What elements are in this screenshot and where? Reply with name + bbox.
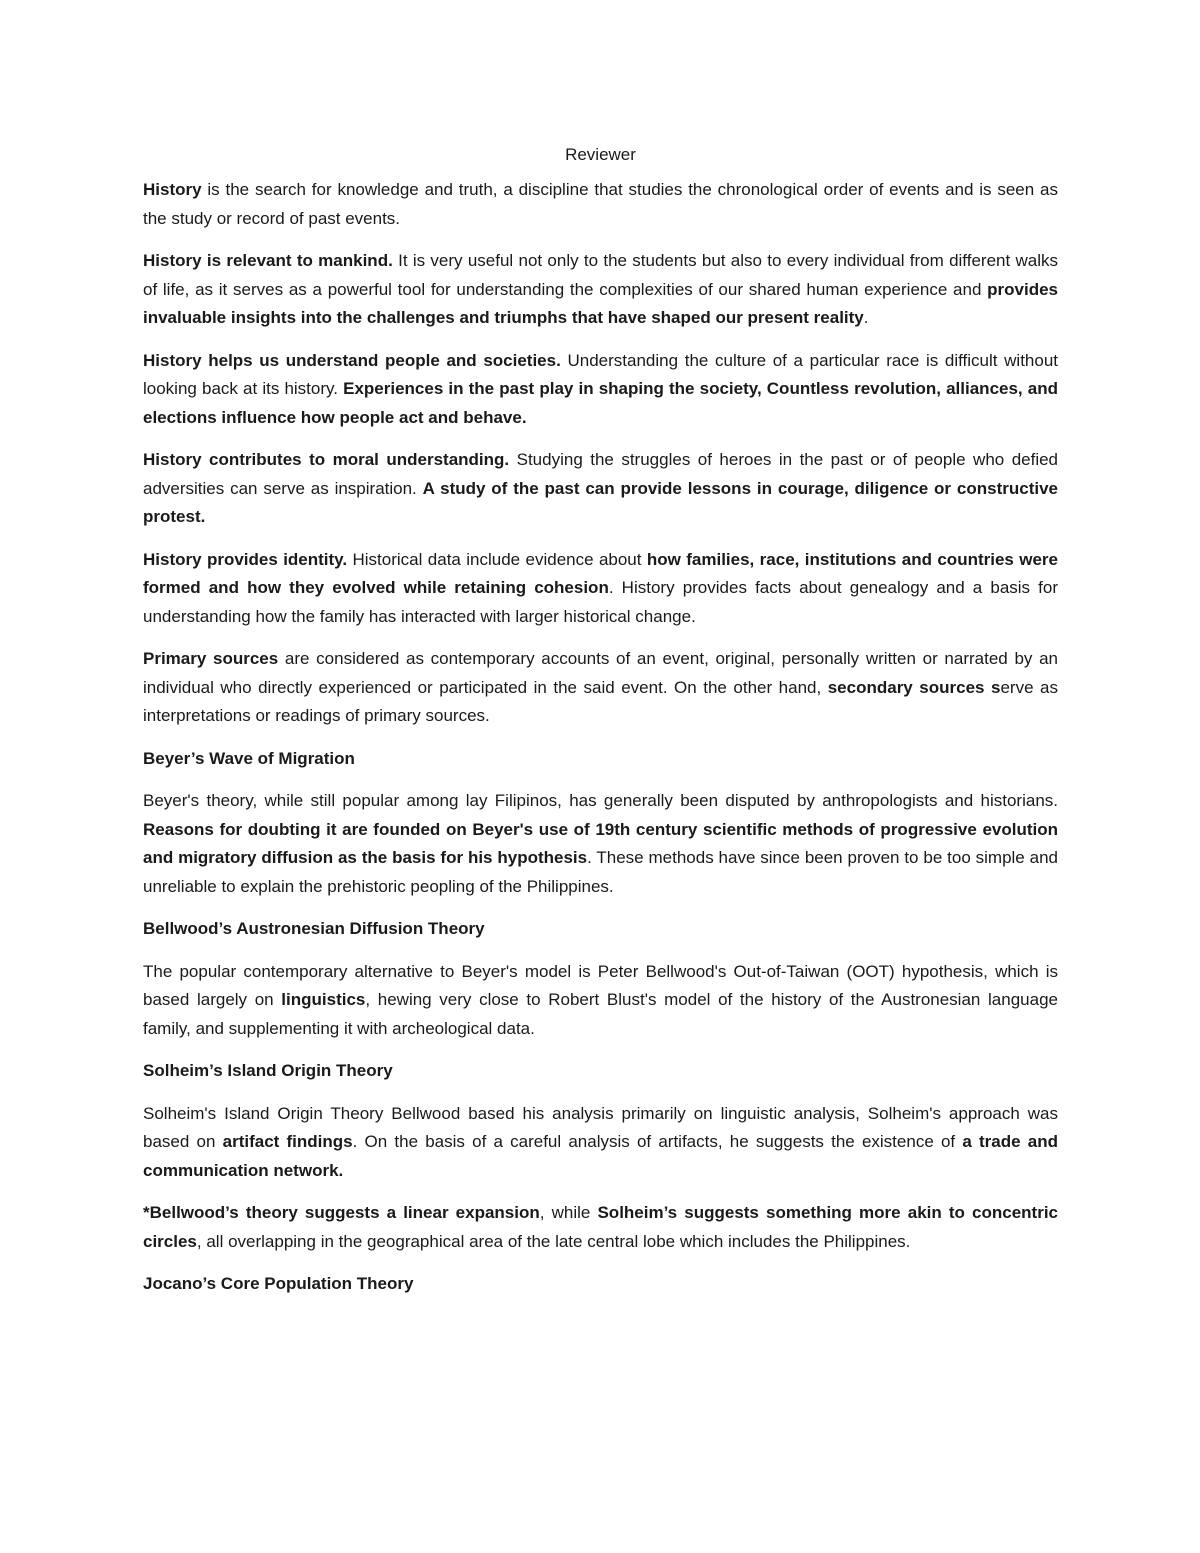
- paragraph-moral-understanding: [143, 446, 1058, 532]
- body-text: , all overlapping in the geographical area of the late central lobe which includes the Philippines.: [196, 1231, 911, 1251]
- paragraph-sources: [143, 645, 1058, 731]
- body-text: is the search for knowledge and truth, a discipline that studies the chronological order of events and is seen as the study or record of past events.: [143, 180, 1058, 228]
- bold-emphasis: Solheim’s suggests something more akin to concentric circles: [143, 1203, 1058, 1251]
- bold-emphasis: how families, race, institutions and countries were formed and how they evolved while retaining cohesion: [143, 549, 1058, 597]
- bold-term: secondary sources s: [827, 677, 1001, 697]
- paragraph-people-societies: [143, 347, 1058, 433]
- bold-emphasis: *Bellwood’s theory suggests a linear expansion: [143, 1203, 540, 1222]
- section-heading-solheim: Solheim’s Island Origin Theory: [143, 1061, 393, 1080]
- paragraph-identity: [143, 546, 1058, 632]
- body-text: It is very useful not only to the students but also to every individual from different walks of life, as it serves as a powerful tool for understanding the complexities of our shared human experience and: [143, 251, 1059, 299]
- paragraph-history-definition: [143, 176, 1058, 233]
- body-text: erve as interpretations or readings of primary sources.: [143, 677, 1058, 725]
- bold-emphasis: a trade and communication network.: [143, 1132, 1058, 1180]
- section-heading-bellwood: Bellwood’s Austronesian Diffusion Theory: [143, 919, 485, 938]
- bold-term: History helps us understand people and societies.: [143, 350, 561, 370]
- body-text: Historical data include evidence about: [347, 549, 647, 569]
- paragraph-comparison-note: [143, 1199, 1058, 1256]
- body-text: .: [863, 308, 869, 327]
- body-text: , hewing very close to Robert Blust's model of the history of the Austronesian language family, and supplementing it with archeological data.: [143, 990, 1058, 1038]
- bold-emphasis: Reasons for doubting it are founded on Beyer's use of 19th century scientific methods of progressive evolution and migratory diffusion as the basis for his hypothesis: [143, 819, 1058, 867]
- section-heading-jocano: Jocano’s Core Population Theory: [143, 1274, 414, 1293]
- body-text: . History provides facts about genealogy and a basis for understanding how the family has interacted with larger historical change.: [143, 578, 1059, 626]
- body-text: , while: [539, 1203, 598, 1222]
- document-page: [143, 140, 1058, 1313]
- body-text: Solheim's Island Origin Theory Bellwood based his analysis primarily on linguistic analysis, Solheim's approach was based on: [143, 1103, 1058, 1151]
- bold-emphasis: artifact findings: [222, 1132, 353, 1151]
- body-text: Beyer's theory, while still popular among lay Filipinos, has generally been disputed by anthropologists and historians.: [143, 791, 1058, 810]
- bold-emphasis: A study of the past can provide lessons in courage, diligence or constructive protest.: [143, 478, 1058, 526]
- body-text: are considered as contemporary accounts of an event, original, personally written or narrated by an individual who directly experienced or participated in the said event. On the other hand,: [143, 649, 1058, 697]
- page-title: Reviewer: [565, 145, 636, 164]
- bold-emphasis: Experiences in the past play in shaping the society, Countless revolution, alliances, and elections influence how people act and behave.: [143, 379, 1058, 427]
- bold-emphasis: linguistics: [281, 990, 366, 1009]
- body-text: . These methods have since been proven to be too simple and unreliable to explain the prehistoric peopling of the Philippines.: [143, 848, 1058, 896]
- bold-term: History is relevant to mankind.: [143, 251, 393, 270]
- bold-term: History contributes to moral understanding.: [143, 450, 510, 469]
- bold-term: History provides identity.: [143, 549, 348, 569]
- paragraph-solheim: [143, 1100, 1058, 1186]
- body-text: Studying the struggles of heroes in the past or of people who defied adversities can serve as inspiration.: [143, 450, 1059, 498]
- bold-term: History: [143, 180, 202, 199]
- paragraph-beyer: [143, 787, 1058, 901]
- paragraph-bellwood: [143, 958, 1058, 1044]
- section-heading-beyer: Beyer’s Wave of Migration: [143, 748, 355, 768]
- body-text: . On the basis of a careful analysis of artifacts, he suggests the existence of: [352, 1132, 963, 1151]
- paragraph-history-relevance: [143, 247, 1058, 333]
- bold-term: Primary sources: [143, 649, 279, 668]
- bold-emphasis: provides invaluable insights into the challenges and triumphs that have shaped our present reality: [143, 279, 1058, 327]
- body-text: Understanding the culture of a particular race is difficult without looking back at its history.: [143, 350, 1058, 398]
- body-text: The popular contemporary alternative to Beyer's model is Peter Bellwood's Out-of-Taiwan (OOT) hypothesis, which is based largely on: [143, 961, 1058, 1009]
